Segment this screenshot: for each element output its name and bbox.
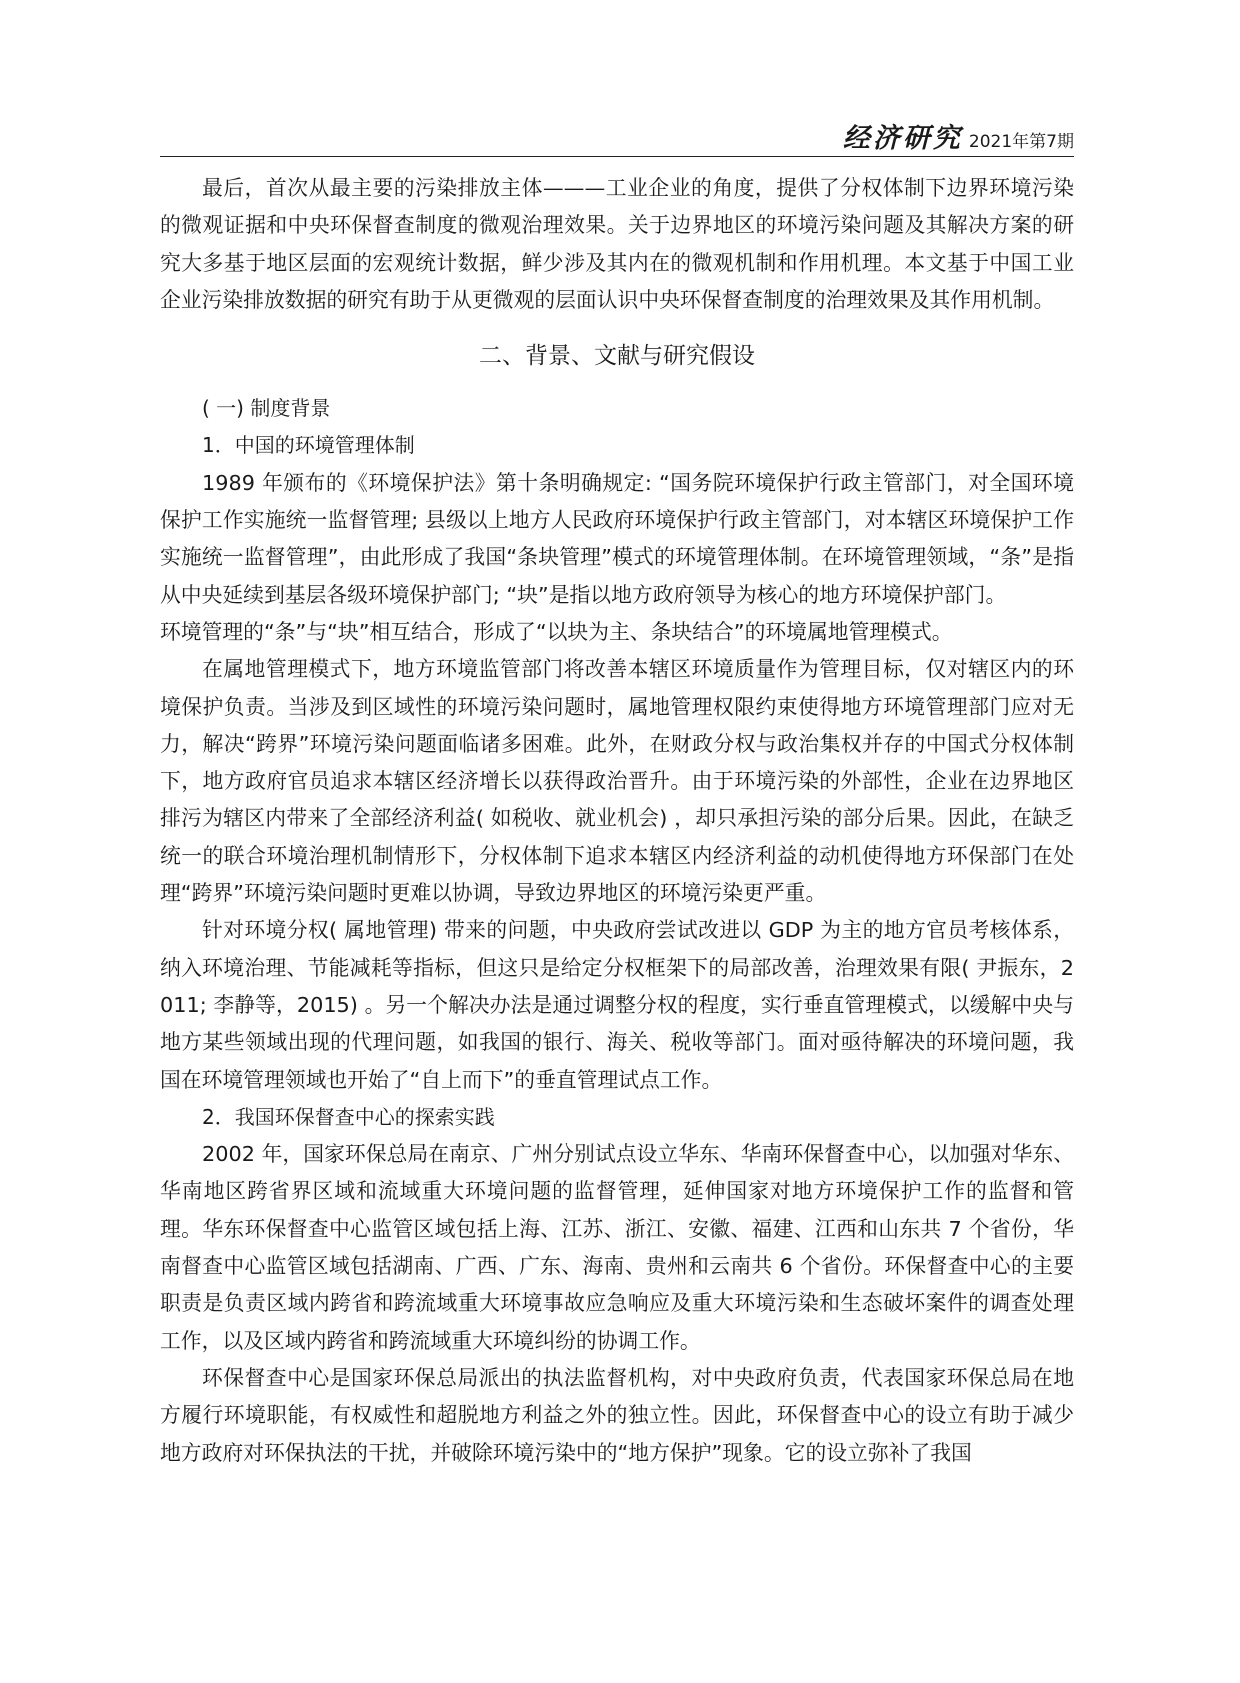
paragraph: 2002 年，国家环保总局在南京、广州分别试点设立华东、华南环保督查中心，以加强对华东、华南地区跨省界区域和流域重大环境问题的监督管理，延伸国家对地方环境保护工作的监督和管理。华东环保督查中心监管区域包括上海、江苏、浙江、安徽、福建、江西和山东共 7 个省份，华南督查中心监管区域包括湖南、广西、广东、海南、贵州和云南共 6 个省份。环保督查中心的主要职责是负责区域内跨省和跨流域重大环境事故应急响应及重大环境污染和生态破坏案件的调查处理工作，以及区域内跨省和跨流域重大环境纠纷的协调工作。 <box>160 1142 1074 1353</box>
subsubsection-heading: 1．中国的环境管理体制 <box>202 433 415 458</box>
article-body <box>160 170 1074 1472</box>
paragraph: 环保督查中心是国家环保总局派出的执法监督机构，对中央政府负责，代表国家环保总局在地方履行环境职能，有权威性和超脱地方利益之外的独立性。因此，环保督查中心的设立有助于减少地方政府对环保执法的干扰，并破除环境污染中的“地方保护”现象。它的设立弥补了我国 <box>160 1365 1074 1465</box>
paragraph: 针对环境分权( 属地管理) 带来的问题，中央政府尝试改进以 GDP 为主的地方官员考核体系，纳入环境治理、节能减耗等指标，但这只是给定分权框架下的局部改善，治理效果有限( 尹振东，2011; 李静等，2015) 。另一个解决办法是通过调整分权的程度，实行垂直管理模式，以缓解中央与地方某些领域出现的代理问题，如我国的银行、海关、税收等部门。面对亟待解决的环境问题，我国在环境管理领域也开始了“自上而下”的垂直管理试点工作。 <box>160 918 1074 1092</box>
running-header <box>160 112 1074 157</box>
paragraph: 环境管理的“条”与“块”相互结合，形成了“以块为主、条块结合”的环境属地管理模式。 <box>160 619 953 644</box>
subsection-heading: ( 一) 制度背景 <box>202 396 331 421</box>
journal-logo: 经济研究 <box>842 123 963 154</box>
paragraph: 1989 年颁布的《环境保护法》第十条明确规定: “国务院环境保护行政主管部门，对全国环境保护工作实施统一监督管理; 县级以上地方人民政府环境保护行政主管部门，对本辖区环境保护工作实施统一监督管理”，由此形成了我国“条块管理”模式的环境管理体制。在环境管理领域，“条”是指从中央延续到基层各级环境保护部门; “块”是指以地方政府领导为核心的地方环境保护部门。 <box>160 470 1074 607</box>
paragraph: 在属地管理模式下，地方环境监管部门将改善本辖区环境质量作为管理目标，仅对辖区内的环境保护负责。当涉及到区域性的环境污染问题时，属地管理权限约束使得地方环境管理部门应对无力，解决“跨界”环境污染问题面临诸多困难。此外，在财政分权与政治集权并存的中国式分权体制下，地方政府官员追求本辖区经济增长以获得政治晋升。由于环境污染的外部性，企业在边界地区排污为辖区内带来了全部经济利益( 如税收、就业机会) ，却只承担污染的部分后果。因此，在缺乏统一的联合环境治理机制情形下，分权体制下追求本辖区内经济利益的动机使得地方环保部门在处理“跨界”环境污染问题时更难以协调，导致边界地区的环境污染更严重。 <box>160 657 1074 906</box>
paragraph-intro: 最后，首次从最主要的污染排放主体———工业企业的角度，提供了分权体制下边界环境污染的微观证据和中央环保督查制度的微观治理效果。关于边界地区的环境污染问题及其解决方案的研究大多基于地区层面的宏观统计数据，鲜少涉及其内在的微观机制和作用机理。本文基于中国工业企业污染排放数据的研究有助于从更微观的层面认识中央环保督查制度的治理效果及其作用机制。 <box>160 176 1074 312</box>
issue-number: 2021年第7期 <box>968 131 1074 152</box>
section-title: 二、背景、文献与研究假设 <box>479 343 755 370</box>
subsubsection-heading: 2．我国环保督查中心的探索实践 <box>202 1104 495 1129</box>
